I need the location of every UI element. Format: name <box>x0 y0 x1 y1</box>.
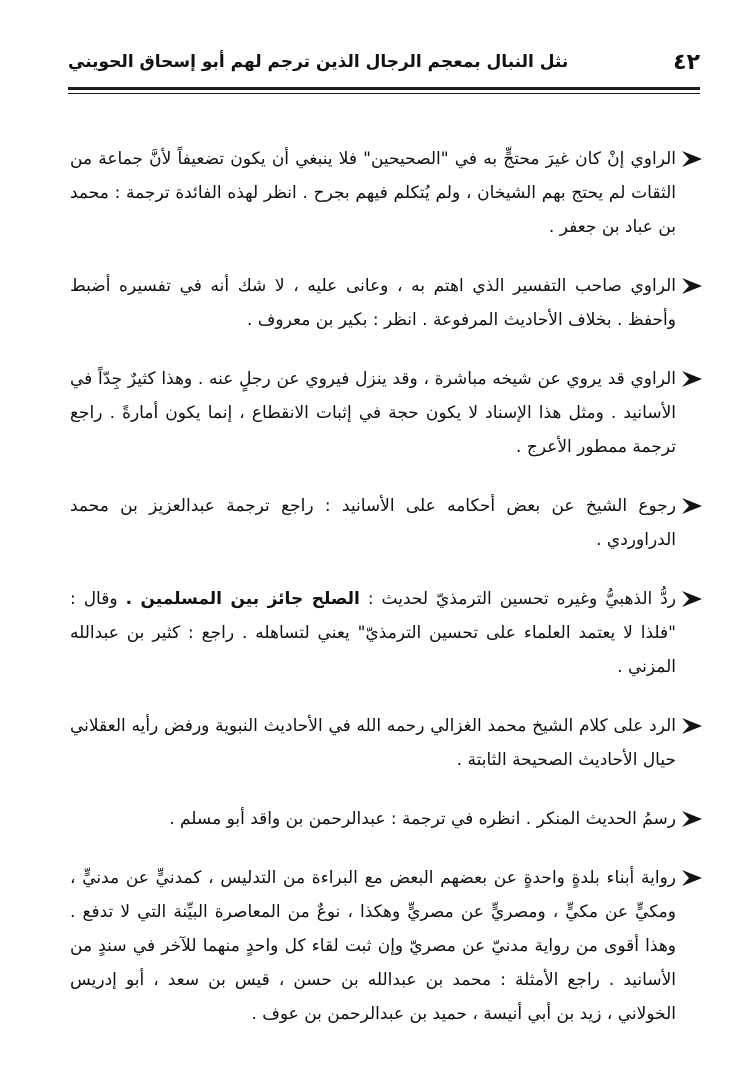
arrowhead-bullet-icon <box>676 489 708 523</box>
page-header <box>68 40 700 84</box>
arrowhead-bullet-icon <box>676 802 708 836</box>
list-item <box>70 362 708 464</box>
hadith-title: الصلح جائز بين المسلمين . <box>125 589 360 609</box>
header-rule <box>68 87 700 90</box>
header-rule-thin <box>68 93 700 94</box>
list-item <box>70 489 708 557</box>
arrowhead-bullet-icon <box>676 269 708 303</box>
list-item <box>70 709 708 777</box>
page-number: ٤٢ <box>673 49 700 75</box>
entry-text-before: ردُّ الذهبيُّ وغيره تحسين الترمذيّ لحديث : <box>359 589 676 609</box>
entry-text <box>70 582 676 684</box>
entry-text: رسمُ الحديث المنكر . انظره في ترجمة : عبدالرحمن بن واقد أبو مسلم . <box>169 809 676 829</box>
list-item <box>70 269 708 337</box>
list-item <box>70 802 708 836</box>
arrowhead-bullet-icon <box>676 582 708 616</box>
entry-text: الراوي صاحب التفسير الذي اهتم به ، وعانى عليه ، لا شك أنه في تفسيره أضبط وأحفظ . بخلاف الأحاديث المرفوعة . انظر : بكير بن معروف . <box>70 276 676 330</box>
entry-text: رجوع الشيخ عن بعض أحكامه على الأسانيد : راجع ترجمة عبدالعزيز بن محمد الدراوردي . <box>70 496 676 550</box>
arrowhead-bullet-icon <box>676 709 708 743</box>
entry-list <box>70 142 708 1056</box>
list-item <box>70 861 708 1031</box>
arrowhead-bullet-icon <box>676 142 708 176</box>
entry-text: الراوي قد يروي عن شيخه مباشرة ، وقد ينزل فيروي عن رجلٍ عنه . وهذا كثيرٌ جِدّاً في الأسانيد . ومثل هذا الإسناد لا يكون حجة في إثبات الانقطاع ، إنما يكون أمارةً . راجع ترجمة ممطور الأعرج . <box>70 369 676 457</box>
list-item <box>70 142 708 244</box>
entry-text: الراوي إنْ كان غيرَ محتجٍّ به في "الصحيحين" فلا ينبغي أن يكون تضعيفاً لأنَّ جماعة من الثقات لم يحتج بهم الشيخان ، ولم يُتكلم فيهم بجرح . انظر لهذه الفائدة ترجمة : محمد بن عباد بن جعفر . <box>70 149 676 237</box>
list-item <box>70 582 708 684</box>
entry-text: الرد على كلام الشيخ محمد الغزالي رحمه الله في الأحاديث النبوية ورفض رأيه العقلاني حيال الأحاديث الصحيحة الثابتة . <box>70 716 676 770</box>
running-title: نثل النبال بمعجم الرجال الذين ترجم لهم أبو إسحاق الحويني <box>68 52 569 72</box>
arrowhead-bullet-icon <box>676 362 708 396</box>
entry-text-after: وقال : "فلذا لا يعتمد العلماء على تحسين الترمذيّ" يعني لتساهله . راجع : كثير بن عبدالله المزني . <box>70 589 676 677</box>
arrowhead-bullet-icon <box>676 861 708 895</box>
entry-text: رواية أبناء بلدةٍ واحدةٍ عن بعضهم البعض مع البراءة من التدليس ، كمدنيٍّ عن مدنيٍّ ، ومكيٍّ عن مكيٍّ ، ومصريٍّ عن مصريٍّ وهكذا ، نوعٌ من المعاصرة البيِّنة التي لا تدفع . وهذا أقوى من رواية مدنيّ عن مصريّ وإن ثبت لقاء كل واحدٍ منهما للآخر في سندٍ من الأسانيد . راجع الأمثلة : محمد بن عبدالله بن حسن ، قيس بن سعد ، أبو إدريس الخولاني ، زيد بن أبي أنيسة ، حميد بن عبدالرحمن بن عوف . <box>70 868 676 1024</box>
